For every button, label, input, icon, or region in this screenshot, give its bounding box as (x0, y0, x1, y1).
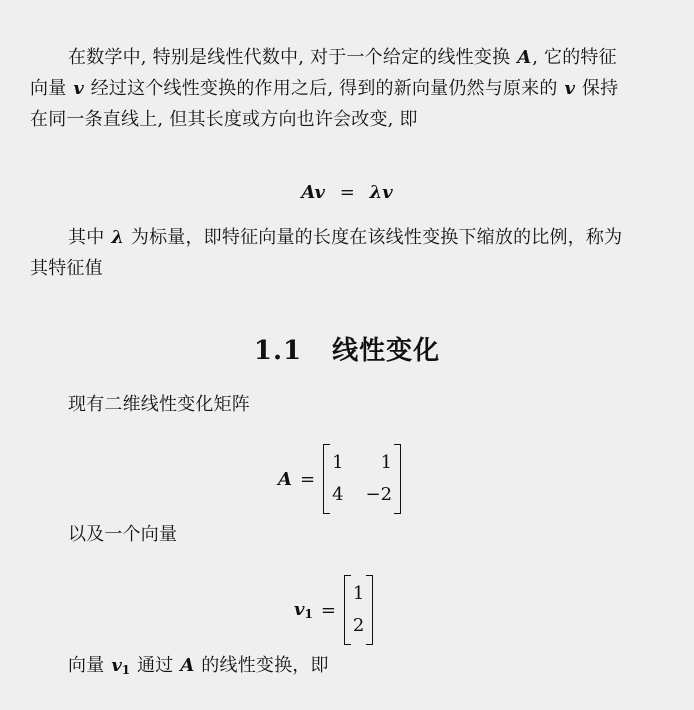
right-bracket (394, 444, 401, 514)
text-segment: 在数学中, 特别是线性代数中, 对于一个给定的线性变换 (68, 47, 511, 68)
matrix-cell: 4 (332, 484, 344, 505)
paragraph-eigenvalue-definition (30, 222, 642, 284)
symbol-lambda: λ (111, 227, 124, 248)
symbol-v: v (73, 78, 84, 99)
section-heading (0, 330, 694, 367)
symbol-A: A (180, 655, 195, 676)
section-title: 线性变化 (332, 336, 441, 366)
paragraph-eigenvector-definition (30, 42, 642, 135)
left-bracket (344, 575, 351, 645)
text-segment: 向量 (68, 655, 105, 676)
equals-sign: = (299, 468, 316, 490)
paragraph4-text: 以及一个向量 (68, 524, 178, 545)
matrix-cell: −2 (365, 484, 393, 505)
matrix-cell: 1 (332, 452, 344, 473)
left-bracket (323, 444, 330, 514)
text-segment: 为标量，即特征向量的长度在该线性变换下缩放的比例，称为 (130, 227, 623, 248)
paragraph1-line3: 在同一条直线上, 但其长度或方向也许会改变, 即 (30, 109, 418, 130)
symbol-subscript: 1 (121, 663, 131, 677)
symbol-v: v (564, 78, 575, 99)
paragraph1-line2 (30, 73, 642, 104)
text-segment: , 它的特征 (532, 47, 617, 68)
matrix-name: A (278, 468, 292, 490)
equals-sign: = (339, 182, 355, 203)
text-segment: 向量 (30, 78, 67, 99)
equation-eigen (0, 182, 694, 203)
symbol-v: v (111, 655, 122, 676)
vector-v1-entries (351, 583, 366, 637)
vector-subscript: 1 (304, 607, 313, 621)
paragraph-vector-intro (30, 519, 642, 550)
equation-rhs: λv (369, 182, 393, 203)
text-segment: 通过 (137, 655, 174, 676)
paragraph-matrix-intro (30, 389, 642, 420)
matrix-cell: 1 (380, 452, 393, 473)
text-segment: 的线性变换，即 (201, 655, 329, 676)
paragraph2-line1 (30, 222, 642, 253)
paragraph3-text: 现有二维线性变化矩阵 (68, 394, 250, 415)
matrix-A-equation (278, 444, 401, 514)
equals-sign: = (320, 599, 336, 621)
right-bracket (366, 575, 373, 645)
text-segment: 经过这个线性变换的作用之后, 得到的新向量仍然与原来的 (90, 78, 558, 99)
paragraph2-line2: 其特征值 (30, 258, 103, 279)
section-number: 1.1 (253, 336, 303, 366)
vector-cell: 1 (352, 583, 365, 604)
vector-name (294, 599, 313, 621)
text-segment: 其中 (68, 227, 105, 248)
text-segment: 保持 (581, 78, 619, 99)
vector-cell: 2 (352, 615, 365, 636)
matrix-A-entries (330, 452, 394, 506)
vector-v1-equation (294, 575, 373, 645)
vector-symbol: v (294, 599, 305, 620)
paragraph5-line1 (30, 650, 642, 686)
symbol-v1 (111, 655, 130, 676)
paragraph1-line1 (30, 42, 642, 73)
equation-lhs: Av (301, 182, 326, 203)
paragraph-transform (30, 650, 642, 686)
symbol-A: A (517, 47, 532, 68)
